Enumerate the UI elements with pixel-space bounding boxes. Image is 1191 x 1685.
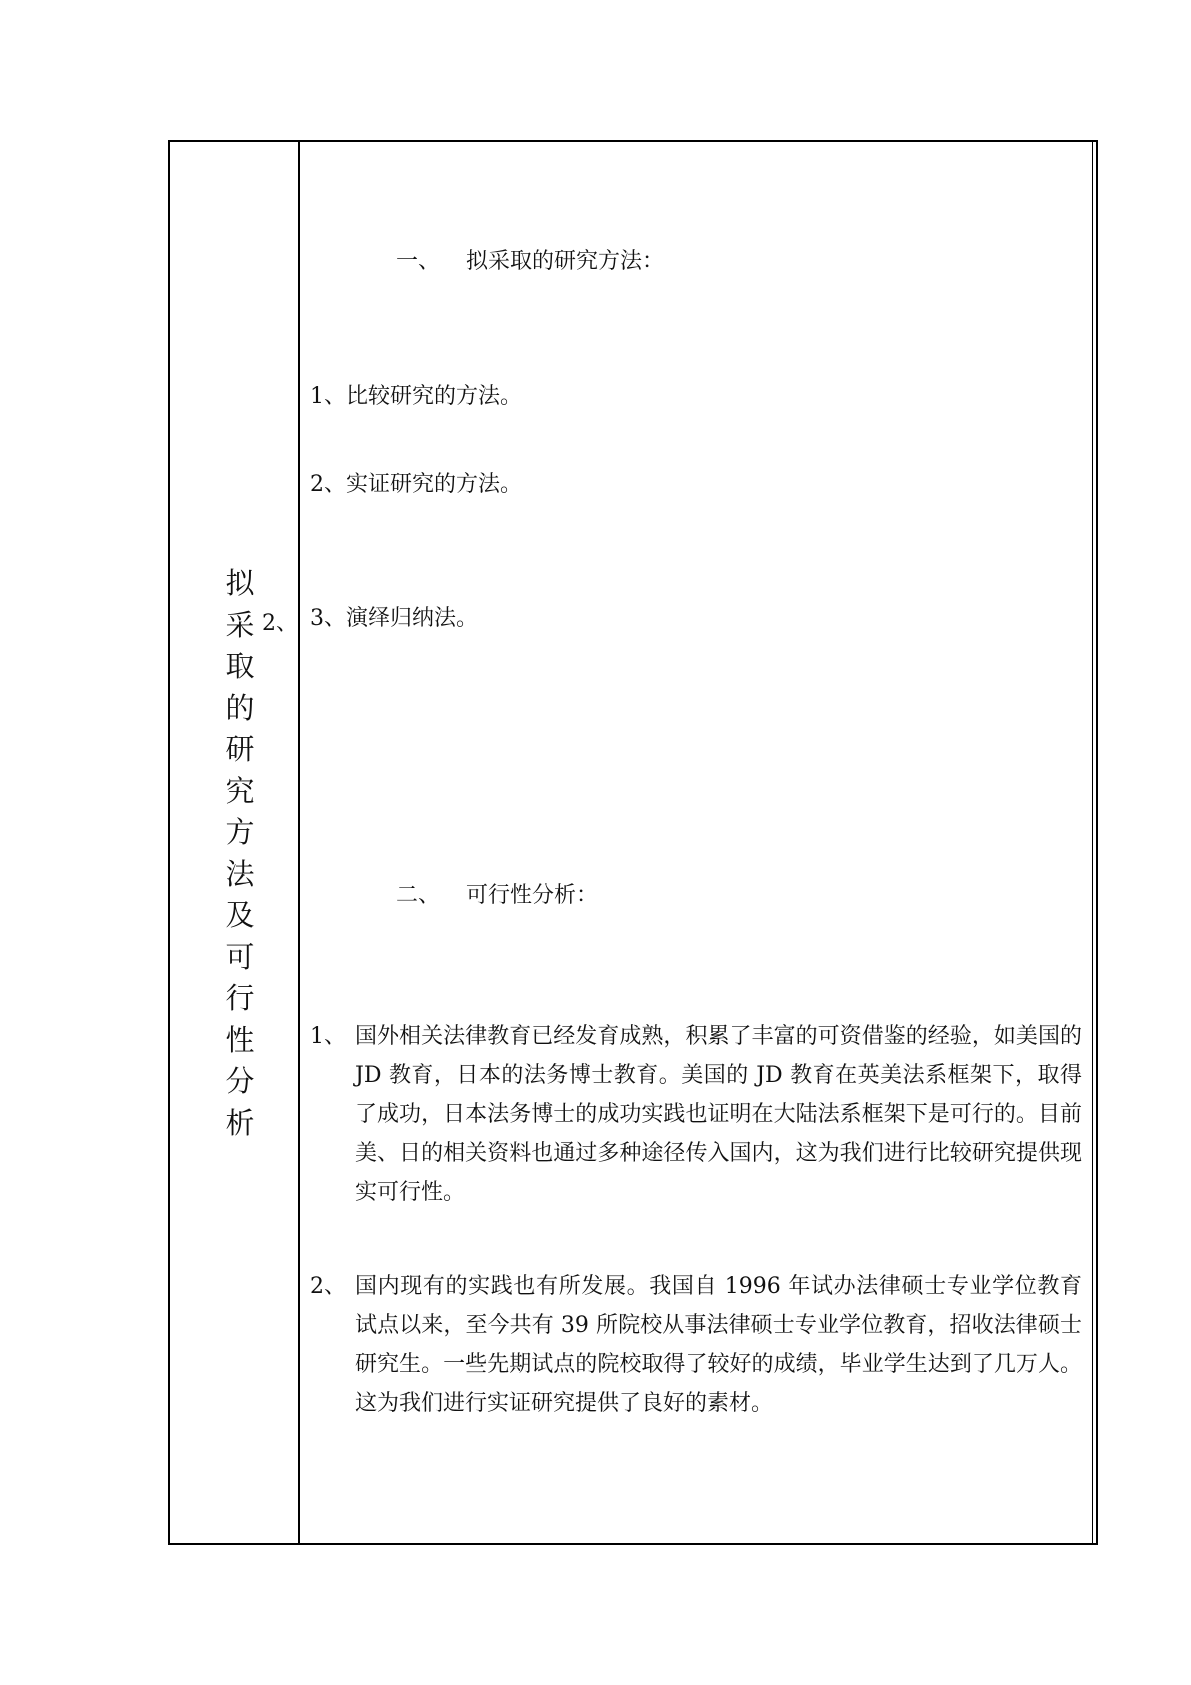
feasibility-item <box>310 1017 1082 1212</box>
feasibility-text: 国内现有的实践也有所发展。我国自 1996 年试办法律硕士专业学位教育试点以来，至今共有 39 所院校从事法律硕士专业学位教育，招收法律硕士研究生。一些先期试点的院校取得了较好的成绩，毕业学生达到了几万人。这为我们进行实证研究提供了良好的素材。 <box>355 1274 1082 1416</box>
section1-number: 一、 <box>396 249 441 274</box>
label-char: 究 <box>225 773 255 808</box>
label-char: 采 <box>225 607 255 642</box>
left-column-label <box>220 563 260 1144</box>
feasibility-text: 国外相关法律教育已经发育成熟，积累了丰富的可资借鉴的经验，如美国的 JD 教育，日本的法务博士教育。美国的 JD 教育在英美法系框架下，取得了成功，日本法务博士的成功实践也证明在大陆法系框架下是可行的。目前美、日的相关资料也通过多种途径传入国内，这为我们进行比较研究提供现实可行性。 <box>355 1024 1082 1205</box>
feasibility-number: 1、 <box>310 1024 346 1049</box>
label-char: 可 <box>225 939 255 974</box>
label-char: 的 <box>225 690 255 725</box>
label-char: 法 <box>225 856 255 891</box>
section1-title: 拟采取的研究方法： <box>466 249 665 274</box>
column-divider <box>298 142 300 1543</box>
label-char: 及 <box>225 898 255 932</box>
stray-list-marker: 2、 <box>262 611 298 636</box>
label-char: 分 <box>225 1064 255 1098</box>
label-char: 取 <box>225 649 255 683</box>
method-item: 2、实证研究的方法。 <box>310 472 522 497</box>
section2-title: 可行性分析： <box>466 883 599 908</box>
label-char: 研 <box>225 732 255 766</box>
label-char: 拟 <box>225 566 255 600</box>
label-char: 行 <box>225 981 255 1015</box>
method-item: 1、比较研究的方法。 <box>310 384 522 409</box>
form-table <box>168 140 1098 1545</box>
section2-number: 二、 <box>396 883 441 908</box>
feasibility-number: 2、 <box>310 1274 346 1299</box>
label-char: 性 <box>225 1022 255 1057</box>
label-char: 析 <box>225 1105 255 1140</box>
feasibility-item <box>310 1267 1082 1423</box>
method-item: 3、演绎归纳法。 <box>310 606 478 631</box>
label-char: 方 <box>225 815 255 849</box>
